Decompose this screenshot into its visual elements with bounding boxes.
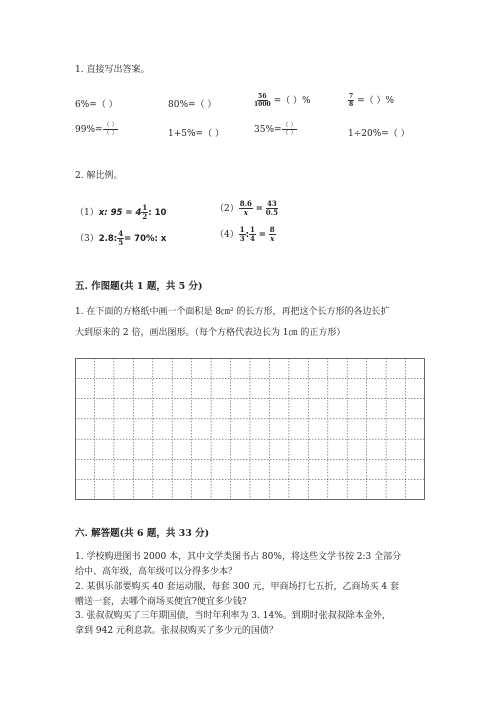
section5-heading: 五. 作图题(共 1 题，共 5 分) <box>75 281 203 292</box>
calc-item: 99%= $\frac{( )}{( )}$ <box>75 122 118 137</box>
calc-item: $\frac{7}{8}$ =（ ）% <box>349 93 395 108</box>
calc-item: 35%= $\frac{( )}{( )}$ <box>254 122 297 137</box>
calc-item: 80%=（ ） <box>168 100 217 110</box>
proportion-2: （2） $\frac{8.6}{x}$ = $\frac{43}{0.5}$ <box>215 199 278 217</box>
fraction: $\frac{1}{4}$ <box>250 225 255 243</box>
proportion-4: （4） $\frac{1}{3}$ : $\frac{1}{4}$ = $\frac{8}{x}$ <box>215 225 275 243</box>
calc-item: 6%=（ ） <box>75 100 118 110</box>
calc-item: 1÷20%=（ ） <box>348 129 410 139</box>
answer-line: 2. 某俱乐部要购买 40 套运动服，每套 300 元，甲商场打七五折，乙商场买 4 套 <box>75 582 399 592</box>
section1-title: 1. 直接写出答案。 <box>75 65 150 75</box>
calc-item: 1+5%=（ ） <box>168 129 224 139</box>
answer-line: 3. 张叔叔购买了三年期国债，当时年利率为 3. 14%。到期时张叔叔除本金外， <box>75 611 391 621</box>
fraction: $\frac{7}{8}$ <box>349 93 354 108</box>
fraction: $\frac{( )}{( )}$ <box>282 122 297 137</box>
answer-line: 给中、高年级，高年级可以分得多少本？ <box>75 567 238 577</box>
fraction: $\frac{8.6}{x}$ <box>239 199 252 217</box>
section6-heading: 六. 解答题(共 6 题，共 33 分) <box>75 528 210 539</box>
section5-question-line: 大到原来的 2 倍，画出图形。（每个方格代表边长为 1㎝ 的正方形） <box>75 328 346 338</box>
fraction: $\frac{8}{x}$ <box>269 225 275 243</box>
fraction: $\frac{56}{1000}$ <box>254 93 271 108</box>
calc-item: $\frac{56}{1000}$ =（ ）% <box>254 93 311 108</box>
grid-paper[interactable] <box>75 358 425 500</box>
section2-title: 2. 解比例。 <box>75 171 123 181</box>
proportion-3: （3）2.8: $\frac{4}{5}$ = 70%: x <box>75 229 167 247</box>
answer-line: 拿到 942 元利息款。张叔叔购买了多少元的国债？ <box>75 626 278 636</box>
fraction: $\frac{4}{5}$ <box>118 229 124 247</box>
section5-question-line: 1. 在下面的方格纸中画一个面积是 8㎝² 的长方形，再把这个长方形的各边长扩 <box>75 307 390 317</box>
fraction: $\frac{43}{0.5}$ <box>265 199 278 217</box>
fraction: $\frac{1}{2}$ <box>142 203 148 221</box>
answer-line: 1. 学校购进图书 2000 本，其中文学类图书占 80%，将这些文学书按 2:3 全部分 <box>75 552 402 562</box>
proportion-1: （1）x: 95 = 4 $\frac{1}{2}$ : 10 <box>75 203 167 221</box>
fraction: $\frac{( )}{( )}$ <box>103 122 118 137</box>
answer-line: 赠送一套，去哪个商场买便宜?便宜多少钱? <box>75 597 247 607</box>
fraction: $\frac{1}{3}$ <box>239 225 245 243</box>
